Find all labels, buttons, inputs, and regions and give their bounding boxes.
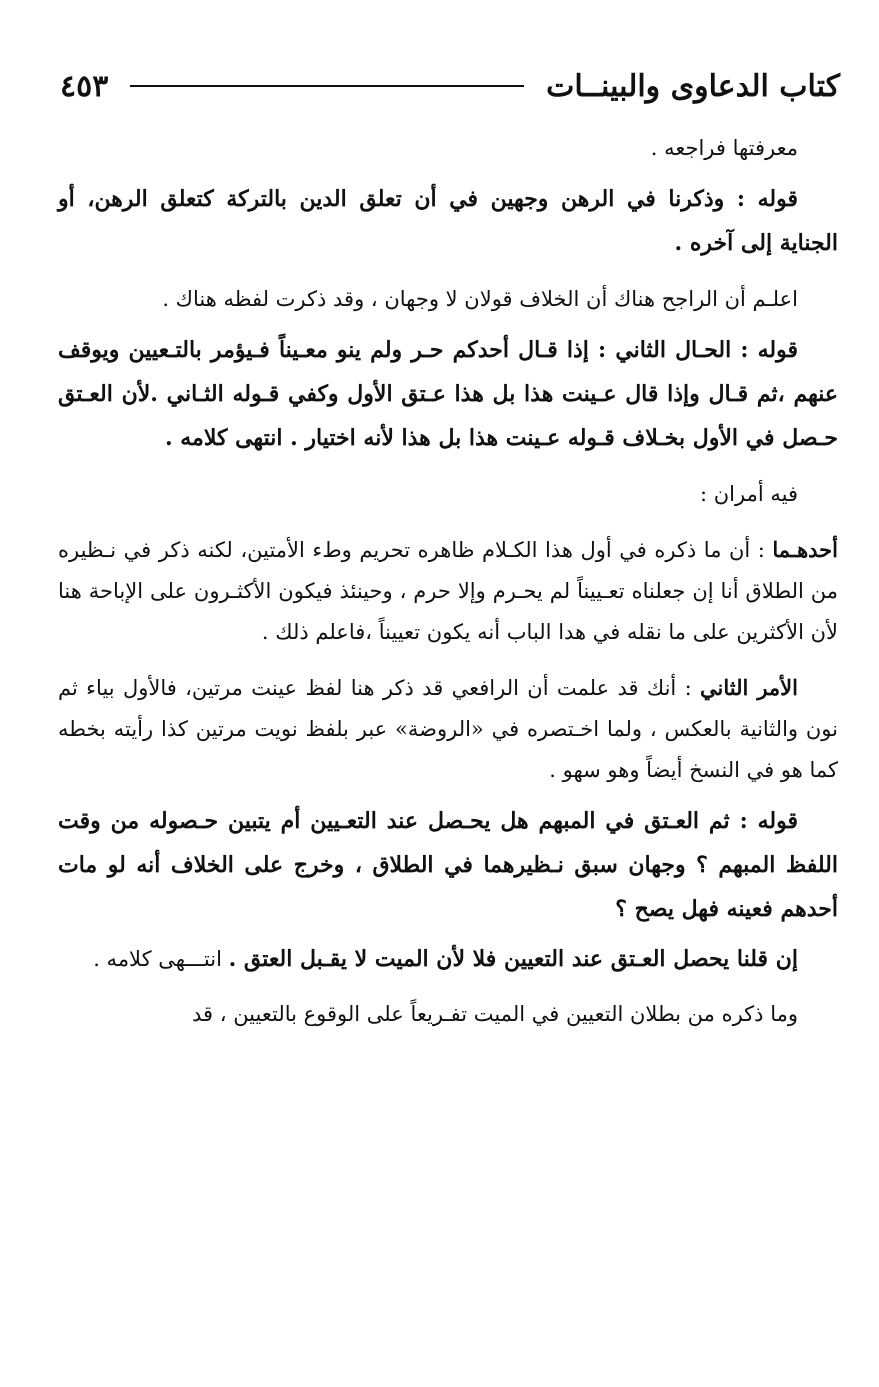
paragraph-text: قوله : الحـال الثاني : إذا قـال أحدكم حـر ولم ينو معـيناً فـيؤمر بالتـعيين ويوقف عنهم ،ثم قـال وإذا قال عـينت هذا بل هذا عـتق الأول وكفي قـوله الثـاني .لأن العـتق حـصل في الأول بخـلاف قـوله عـينت هذا بل هذا لأنه اختيار . انتهى كلامه .: [58, 337, 838, 451]
paragraph: [58, 529, 838, 653]
paragraph-text: اعلـم أن الراجح هناك أن الخلاف قولان لا وجهان ، وقد ذكرت لفظه هناك .: [162, 287, 798, 311]
body-text: [58, 128, 838, 1035]
paragraph-text: : أن ما ذكره في أول هذا الكـلام ظاهره تحريم وطء الأمتين، لكنه ذكر في نـظيره من الطلاق أنا إن جعلناه تعـييناً لم يحـرم وإلا حرم ، وحينئذ فيكون الأكثـرون على الإباحة هنا لأن الأكثرين على ما نقله في هدا الباب أنه يكون تعييناً ،فاعلم ذلك .: [58, 538, 838, 644]
quoted-statement: [58, 177, 838, 265]
paragraph-text: : أنك قد علمت أن الرافعي قد ذكر هنا لفظ عينت مرتين، فالأول بياء ثم نون والثانية بالعكس ، ولما اخـتصره في «الروضة» عبر بلفظ نويت مرتين كذا رأيته بخطه كما هو في النسخ أيضاً وهو سهو .: [58, 676, 838, 782]
paragraph-text: قوله : ثم العـتق في المبهم هل يحـصل عند التعـيين أم يتبين حـصوله من وقت اللفظ المبهم ؟ وجهان سبق نـظيرهما في الطلاق ، وخرج على الخلاف أنه لو مات أحدهم فعينه فهل يصح ؟: [58, 808, 838, 922]
paragraph-text: قوله : وذكرنا في الرهن وجهين في أن تعلق الدين بالتركة كتعلق الرهن، أو الجناية إلى آخره .: [58, 186, 838, 256]
paragraph-text: وما ذكره من بطلان التعيين في الميت تفـريعاً على الوقوع بالتعيين ، قد: [192, 1002, 798, 1026]
paragraph-text: إن قلنا يحصل العـتق عند التعيين فلا لأن الميت لا يقـبل العتق .: [228, 946, 798, 972]
header-rule: [130, 85, 524, 87]
paragraph: [58, 474, 838, 515]
book-title: كتاب الدعاوى والبينــات: [546, 68, 840, 104]
paragraph-tail: انتـــهى كلامه .: [93, 947, 229, 971]
paragraph-text: معرفتها فراجعه .: [650, 136, 798, 160]
quoted-statement: [58, 799, 838, 931]
paragraph: [58, 128, 838, 169]
paragraph: [58, 667, 838, 791]
running-header: [60, 66, 840, 106]
paragraph: [58, 994, 838, 1035]
paragraph-lead: الأمر الثاني: [700, 675, 798, 700]
page-number: ٤٥٣: [60, 68, 109, 104]
paragraph-lead: أحدهـما: [772, 537, 838, 562]
quoted-statement: [58, 328, 838, 460]
paragraph-text: فيه أمران :: [700, 482, 798, 506]
paragraph: [58, 279, 838, 320]
quoted-statement: [58, 939, 838, 980]
